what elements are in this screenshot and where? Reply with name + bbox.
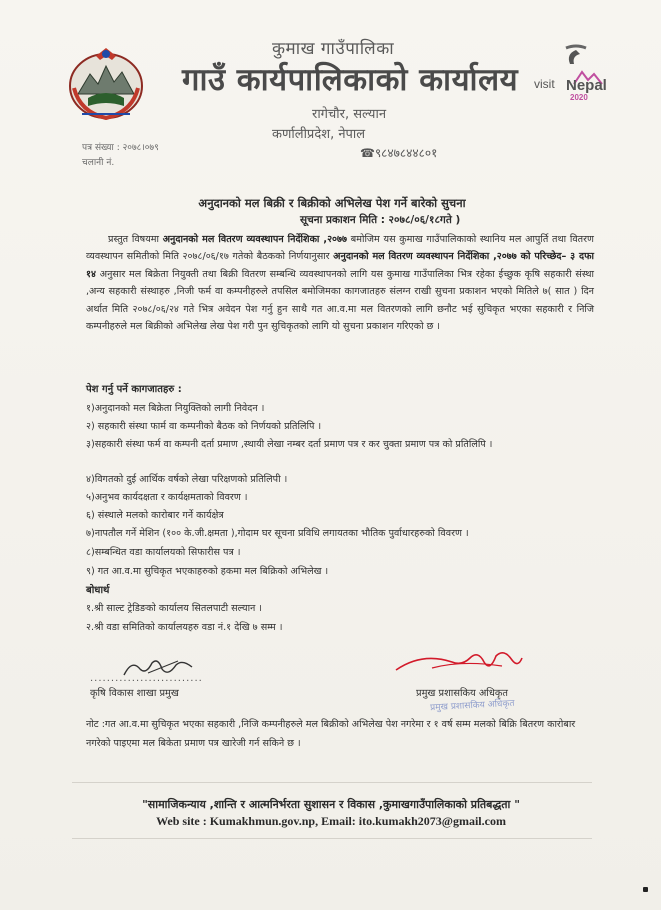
body-text-1: प्रस्तुत विषयमा [108,234,163,245]
svg-text:visit: visit [534,77,555,91]
municipality-name: कुमाख गाउँपालिका [272,39,395,59]
notice-body-paragraph [86,231,594,335]
footer-commitment: "सामाजिकन्याय ,शान्ति र आत्मनिर्भरता सुशासन र विकास ,कुमाखगाउँपालिकाको प्रतिबद्धता " [142,798,520,811]
chief-administrative-officer: प्रमुख प्रशासकिय अधिकृत [416,688,508,699]
document-item: ५)अनुभव कार्यदक्षता र कार्यक्षमताको विवरण । [86,492,248,503]
footer-divider-top [72,782,592,783]
office-stamp: प्रमुख प्रशासकिय अधिकृत [429,698,515,714]
copy-to-item: १.श्री साल्ट ट्रेडिङको कार्यालय सितलपाटी सल्यान । [86,603,263,614]
address-line-1: रागेचौर, सल्यान [312,107,387,122]
body-bold-1: अनुदानको मल वितरण व्यवस्थापन निर्देशिका ,२०७७ [162,234,348,245]
document-item: ७)नापतौल गर्ने मेशिन (१०० के.जी.क्षमता ),गोदाम घर सूचना प्रविधि लगायतका भौतिक पुर्वाधारहरुको विवरण । [86,528,469,539]
copy-to-heading: बोधार्थ [86,585,110,596]
government-emblem-icon [66,44,146,122]
svg-text:2020: 2020 [570,93,588,102]
dispatch-number: चलानी नं. [82,158,115,168]
notice-title: अनुदानको मल बिक्री र बिक्रीको अभिलेख पेश गर्ने बारेको सुचना [198,196,466,210]
visit-nepal-logo [530,44,620,106]
body-text-3: अनुसार मल बिक्रेता नियुक्ती तथा बिक्री वितरण सम्बन्धि व्यवस्थापनको लागि यस कुमाख गाउँपालिका भित्र रहेका ईच्छुक कृषि सहकारी संस्था ,अन्य सहकारी संस्थाहरु ,निजी फर्म वा कम्पनीहरुले तपसिल बमोजिमका कागजातहरु संलग्न राखी सुचना प्रकाशन भएको मितिले ७( सात ) दिन अर्थात मिति २०७८/०६/२४ गते भित्र अवेदन पेश गर्नु हुन साथै गत आ.व.मा मल वितरणको लागि छनौट भई सुचिकृत भएका सहकारी र निजि कम्पनीहरुले मल बिक्रीको अभिलेख लेख पेश गरी पुन सुचिकृतको लागि यो सुचना प्रकाशन गरिएको छ । [86,268,594,333]
office-name: गाउँ कार्यपालिकाको कार्यालय [182,62,519,98]
document-item: ८)सम्बन्धित वडा कार्यालयको सिफारीस पत्र । [86,547,241,558]
visit-nepal-icon [530,44,620,106]
document-item: ३)सहकारी संस्था फर्म वा कम्पनी दर्ता प्रमाण ,स्थायी लेखा नम्बर दर्ता प्रमाण पत्र र कर चुक्ता प्रमाण पत्र को प्रतिलिपि । [86,439,493,450]
phone-number: ☎९८४७८४४८०१ [360,146,438,160]
documents-heading: पेश गर्नु पर्ने कागजातहरु : [86,384,182,395]
right-signature [392,646,526,676]
body-text-2: बमोजिम यस कुमाख गाउँपालिकाको स्थानिय मल आपुर्ति तथा वितरण व्यवस्थापन समितीको मिति २०७८/०६/१७ गतेको बैठकको निर्णयानुसार [86,234,594,263]
footer-divider-bottom [72,838,592,839]
document-item: २) सहकारी संस्था फार्म वा कम्पनीको बैठक को निर्णयको प्रतिलिपि । [86,421,322,432]
agriculture-section-chief: कृषि विकास शाखा प्रमुख [90,688,179,699]
address-line-2: कर्णालीप्रदेश, नेपाल [272,127,366,142]
document-item: ९) गत आ.व.मा सुचिकृत भएकाहरुको हकमा मल बिक्रिको अभिलेख । [86,566,329,577]
reference-number: पत्र संख्या : २०७८।०७९ [82,143,159,153]
scan-mark [643,887,648,892]
document-item: १)अनुदानको मल बिक्रेता नियुक्तिको लागी निवेदन । [86,403,265,414]
footer-contact: Web site : Kumakhmun.gov.np, Email: ito.kumakh2073@gmail.com [156,814,506,828]
copy-to-item: २.श्री वडा समितिको कार्यालयहरु वडा नं.१ देखि ७ सम्म । [86,622,283,633]
notice-publish-date: सूचना प्रकाशन मिति : २०७८/०६/१८गते ) [300,214,461,226]
note-text: नोट :गत आ.व.मा सुचिकृत भएका सहकारी ,निजि कम्पनीहरुले मल बिक्रीको अभिलेख पेश नगरेमा र १ वर्ष सम्म मलको बिक्रि बितरण कारोबार नगरेको पाइएमा मल बिकेता प्रमाण पत्र खारेजी गर्न सकिने छ । [86,719,576,749]
document-item: ६) संस्थाले मलको कारोबार गर्ने कार्यक्षेत्र [86,510,224,521]
svg-text:Nepal: Nepal [566,77,607,94]
body-bold-2: अनुदानको मल वितरण व्यवस्थापन निर्देशिका ,२०७७ को परिच्छेद– ३ दफा १४ [86,251,595,280]
left-signature-line: ........................... [90,673,203,684]
document-item: ४)विगतको दुई आर्थिक वर्षको लेखा परिक्षणको प्रतिलिपी । [86,474,288,485]
